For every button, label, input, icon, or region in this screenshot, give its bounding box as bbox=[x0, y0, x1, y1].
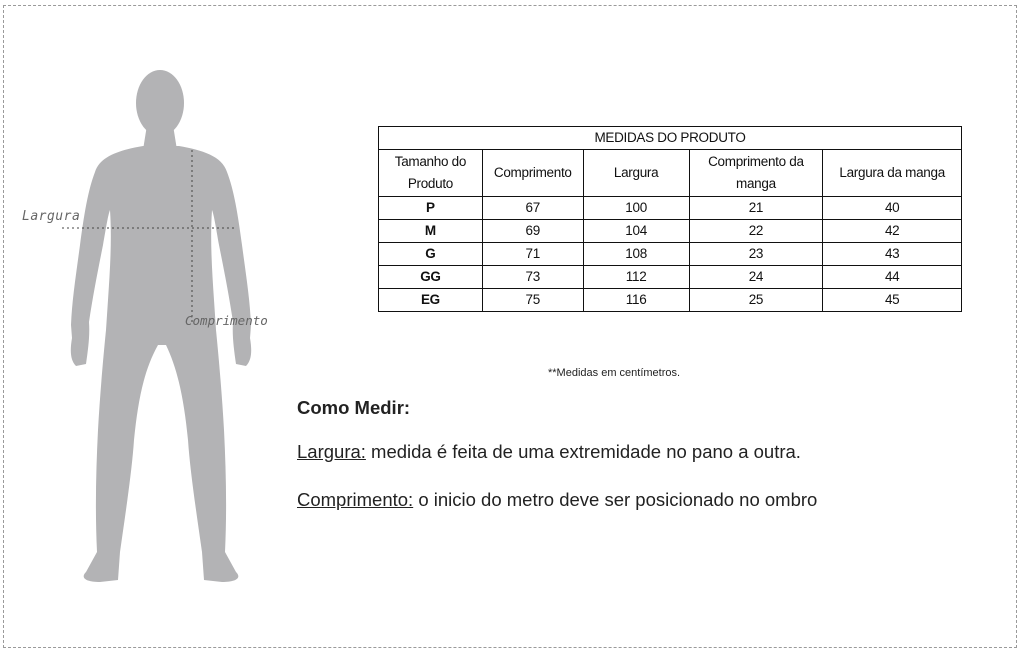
header-size: Tamanho do Produto bbox=[379, 150, 483, 197]
width-cell: 112 bbox=[583, 266, 689, 289]
length-label: Comprimento bbox=[185, 313, 268, 328]
size-cell: G bbox=[379, 243, 483, 266]
body-silhouette-figure bbox=[0, 0, 300, 657]
sleeve-length-cell: 23 bbox=[689, 243, 823, 266]
width-term: Largura: bbox=[297, 441, 366, 462]
sleeve-width-cell: 43 bbox=[823, 243, 962, 266]
header-length: Comprimento bbox=[482, 150, 583, 197]
header-width: Largura bbox=[583, 150, 689, 197]
table-row bbox=[379, 243, 962, 266]
width-cell: 108 bbox=[583, 243, 689, 266]
body-silhouette-icon bbox=[0, 0, 300, 657]
sleeve-width-cell: 40 bbox=[823, 197, 962, 220]
width-cell: 104 bbox=[583, 220, 689, 243]
table-row bbox=[379, 220, 962, 243]
table-row bbox=[379, 197, 962, 220]
table-row bbox=[379, 266, 962, 289]
table-title: MEDIDAS DO PRODUTO bbox=[379, 127, 962, 150]
sleeve-width-cell: 42 bbox=[823, 220, 962, 243]
width-label: Largura bbox=[22, 209, 81, 224]
sleeve-length-cell: 22 bbox=[689, 220, 823, 243]
length-cell: 73 bbox=[482, 266, 583, 289]
table-row bbox=[379, 289, 962, 312]
sleeve-length-cell: 24 bbox=[689, 266, 823, 289]
length-cell: 75 bbox=[482, 289, 583, 312]
size-cell: M bbox=[379, 220, 483, 243]
sleeve-length-cell: 21 bbox=[689, 197, 823, 220]
size-table bbox=[378, 126, 962, 312]
how-to-measure-title: Como Medir: bbox=[297, 397, 411, 418]
header-sleeve-width: Largura da manga bbox=[823, 150, 962, 197]
sleeve-width-cell: 45 bbox=[823, 289, 962, 312]
length-cell: 71 bbox=[482, 243, 583, 266]
sleeve-length-cell: 25 bbox=[689, 289, 823, 312]
width-instruction bbox=[297, 441, 801, 463]
size-cell: EG bbox=[379, 289, 483, 312]
header-sleeve-length: Comprimento da manga bbox=[689, 150, 823, 197]
width-cell: 116 bbox=[583, 289, 689, 312]
width-cell: 100 bbox=[583, 197, 689, 220]
table-header-row bbox=[379, 150, 962, 197]
length-text: o inicio do metro deve ser posicionado no ombro bbox=[413, 489, 818, 510]
sleeve-width-cell: 44 bbox=[823, 266, 962, 289]
size-cell: P bbox=[379, 197, 483, 220]
length-term: Comprimento: bbox=[297, 489, 414, 510]
length-instruction bbox=[297, 489, 817, 511]
units-note: **Medidas em centímetros. bbox=[548, 367, 681, 379]
size-cell: GG bbox=[379, 266, 483, 289]
length-cell: 69 bbox=[482, 220, 583, 243]
width-text: medida é feita de uma extremidade no pano a outra. bbox=[365, 441, 801, 462]
length-cell: 67 bbox=[482, 197, 583, 220]
